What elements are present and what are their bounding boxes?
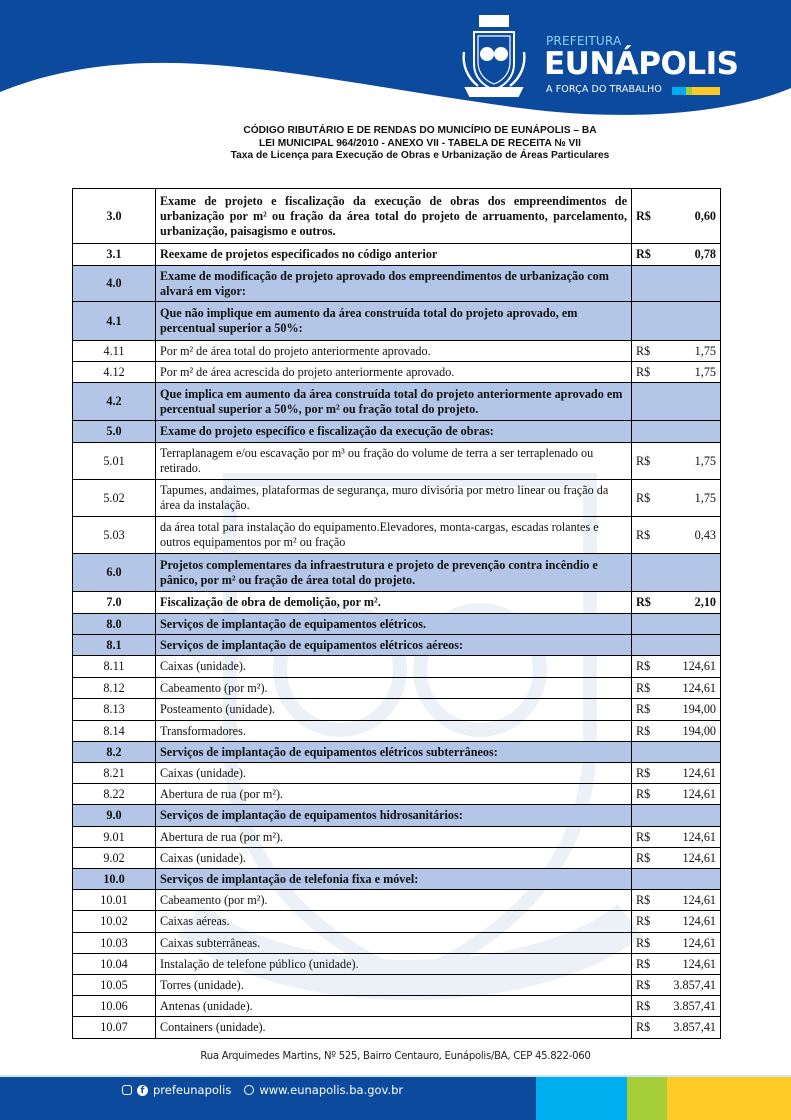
table-row — [73, 954, 721, 975]
fee-amount: 2,10 — [694, 595, 716, 609]
row-description: Caixas (unidade). — [156, 848, 632, 869]
row-description: Por m² de área total do projeto anteriormente aprovado. — [156, 341, 632, 362]
table-row — [73, 302, 721, 341]
table-row — [73, 421, 721, 443]
row-code: 9.01 — [73, 827, 156, 848]
row-value-cell — [632, 933, 721, 954]
row-value-cell — [632, 266, 721, 302]
fee-amount: 124,61 — [682, 786, 716, 801]
globe-icon — [244, 1085, 254, 1095]
fee-amount: 124,61 — [682, 914, 716, 928]
row-value-cell — [632, 480, 721, 517]
table-row — [73, 975, 721, 996]
row-value-cell — [632, 1017, 721, 1039]
currency-symbol: R$ — [636, 956, 651, 971]
row-value-cell — [632, 975, 721, 996]
table-row — [73, 341, 721, 362]
row-description: Fiscalização de obra de demolição, por m². — [156, 592, 632, 614]
row-code: 9.0 — [73, 805, 156, 827]
row-code: 8.22 — [73, 784, 156, 805]
row-description: Caixas aéreas. — [156, 911, 632, 933]
fee-amount: 124,61 — [682, 892, 716, 907]
currency-symbol: R$ — [636, 1020, 651, 1034]
fee-amount: 124,61 — [682, 659, 716, 673]
row-code: 3.1 — [73, 244, 156, 266]
table-row — [73, 517, 721, 554]
table-row — [73, 656, 721, 678]
fee-table — [72, 188, 721, 1039]
currency-symbol: R$ — [636, 659, 651, 673]
row-code: 10.07 — [73, 1017, 156, 1039]
table-row — [73, 266, 721, 302]
row-code: 7.0 — [73, 592, 156, 614]
footer-bar-green — [627, 1077, 667, 1120]
row-code: 8.14 — [73, 721, 156, 742]
row-code: 10.05 — [73, 975, 156, 996]
row-value-cell — [632, 614, 721, 635]
row-code: 10.04 — [73, 954, 156, 975]
currency-symbol: R$ — [636, 977, 651, 992]
row-value-cell — [632, 635, 721, 656]
footer-address: Rua Arquimedes Martins, Nº 525, Bairro Centauro, Eunápolis/BA, CEP 45.822-060 — [200, 1049, 591, 1062]
row-code: 4.2 — [73, 383, 156, 421]
city-crest-icon — [458, 12, 530, 100]
row-description: Abertura de rua (por m²). — [156, 827, 632, 848]
row-description: Que não implique em aumento da área construída total do projeto aprovado, em percentual superior a 50%: — [156, 302, 632, 341]
table-row — [73, 383, 721, 421]
row-code: 8.11 — [73, 656, 156, 678]
row-code: 8.12 — [73, 678, 156, 699]
brand-color-bar-yellow — [692, 87, 720, 95]
row-code: 5.02 — [73, 480, 156, 517]
row-description: Serviços de implantação de equipamentos elétricos subterrâneos: — [156, 742, 632, 763]
row-value-cell — [632, 827, 721, 848]
row-value-cell — [632, 869, 721, 890]
row-value-cell — [632, 721, 721, 742]
row-description: Projetos complementares da infraestrutura e projeto de prevenção contra incêndio e pânico, por m² ou fração de área total do projeto. — [156, 554, 632, 592]
currency-symbol: R$ — [636, 247, 651, 261]
fee-amount: 1,75 — [694, 490, 716, 505]
row-value-cell — [632, 678, 721, 699]
row-description: Caixas subterrâneas. — [156, 933, 632, 954]
table-row — [73, 848, 721, 869]
table-row — [73, 742, 721, 763]
row-code: 5.0 — [73, 421, 156, 443]
row-value-cell — [632, 911, 721, 933]
currency-symbol: R$ — [636, 723, 651, 738]
title-line-2: LEI MUNICIPAL 964/2010 - ANEXO VII - TABELA DE RECEITA № VII — [259, 137, 581, 149]
row-description: Cabeamento (por m²). — [156, 890, 632, 911]
table-row — [73, 784, 721, 805]
fee-amount: 3.857,41 — [673, 1020, 716, 1034]
row-value-cell — [632, 244, 721, 266]
prefeitura-logo — [458, 12, 739, 102]
row-description: da área total para instalação do equipamento.Elevadores, monta-cargas, escadas rolantes e outros equipamentos por m² ou fração — [156, 517, 632, 554]
row-value-cell — [632, 890, 721, 911]
currency-symbol: R$ — [636, 490, 651, 505]
row-description: Tapumes, andaimes, plataformas de segurança, muro divisória por metro linear ou fração da área da instalação. — [156, 480, 632, 517]
table-row — [73, 480, 721, 517]
currency-symbol: R$ — [636, 829, 651, 844]
row-code: 4.1 — [73, 302, 156, 341]
table-row — [73, 554, 721, 592]
currency-symbol: R$ — [636, 343, 651, 358]
instagram-icon[interactable] — [122, 1085, 132, 1095]
row-value-cell — [632, 592, 721, 614]
table-row — [73, 699, 721, 721]
row-description: Exame de modificação de projeto aprovado dos empreendimentos de urbanização com alvará em vigor: — [156, 266, 632, 302]
table-row — [73, 890, 721, 911]
row-description: Serviços de implantação de equipamentos elétricos aéreos: — [156, 635, 632, 656]
fee-amount: 0,78 — [694, 247, 716, 261]
row-code: 10.03 — [73, 933, 156, 954]
table-row — [73, 933, 721, 954]
table-row — [73, 189, 721, 244]
title-line-3: Taxa de Licença para Execução de Obras e Urbanização de Áreas Particulares — [230, 150, 610, 161]
currency-symbol: R$ — [636, 364, 651, 379]
row-code: 8.2 — [73, 742, 156, 763]
row-code: 5.03 — [73, 517, 156, 554]
social-handle-link[interactable]: prefeunapolis — [153, 1083, 232, 1097]
row-value-cell — [632, 517, 721, 554]
table-row — [73, 996, 721, 1017]
footer-bar-yellow — [667, 1077, 791, 1120]
currency-symbol: R$ — [636, 595, 651, 609]
currency-symbol: R$ — [636, 680, 651, 695]
row-value-cell — [632, 699, 721, 721]
currency-symbol: R$ — [636, 453, 651, 468]
currency-symbol: R$ — [636, 914, 651, 928]
row-description: Cabeamento (por m²). — [156, 678, 632, 699]
row-value-cell — [632, 954, 721, 975]
row-value-cell — [632, 742, 721, 763]
row-code: 5.01 — [73, 443, 156, 480]
currency-symbol: R$ — [636, 527, 651, 542]
row-description: Exame de projeto e fiscalização da execução de obras dos empreendimentos de urbanização por m² ou fração da área total do projeto de arruamento, parcelamento, urbanização, paisagismo e outros. — [156, 189, 632, 244]
row-code: 8.0 — [73, 614, 156, 635]
row-description: Transformadores. — [156, 721, 632, 742]
row-value-cell — [632, 763, 721, 784]
table-row — [73, 869, 721, 890]
row-description: Serviços de implantação de telefonia fixa e móvel: — [156, 869, 632, 890]
fee-amount: 124,61 — [682, 829, 716, 844]
fee-amount: 194,00 — [682, 702, 716, 716]
row-code: 8.13 — [73, 699, 156, 721]
currency-symbol: R$ — [636, 892, 651, 907]
row-value-cell — [632, 383, 721, 421]
row-code: 4.11 — [73, 341, 156, 362]
fee-amount: 194,00 — [682, 723, 716, 738]
fee-amount: 124,61 — [682, 850, 716, 865]
website-link[interactable]: www.eunapolis.ba.gov.br — [259, 1083, 404, 1097]
fee-amount: 1,75 — [694, 343, 716, 358]
fee-amount: 124,61 — [682, 956, 716, 971]
row-code: 4.12 — [73, 362, 156, 383]
table-row — [73, 827, 721, 848]
fee-amount: 0,60 — [694, 208, 716, 223]
row-description: Por m² de área acrescida do projeto anteriormente aprovado. — [156, 362, 632, 383]
row-value-cell — [632, 362, 721, 383]
brand-color-bar-blue — [672, 87, 686, 95]
table-row — [73, 443, 721, 480]
row-code: 6.0 — [73, 554, 156, 592]
row-code: 10.06 — [73, 996, 156, 1017]
fee-amount: 124,61 — [682, 935, 716, 950]
table-row — [73, 678, 721, 699]
row-value-cell — [632, 189, 721, 244]
row-code: 4.0 — [73, 266, 156, 302]
row-value-cell — [632, 554, 721, 592]
row-description: Antenas (unidade). — [156, 996, 632, 1017]
fee-amount: 0,43 — [694, 527, 716, 542]
row-value-cell — [632, 443, 721, 480]
row-description: Serviços de implantação de equipamentos hidrosanitários: — [156, 805, 632, 827]
row-description: Containers (unidade). — [156, 1017, 632, 1039]
table-row — [73, 362, 721, 383]
table-row — [73, 911, 721, 933]
footer-social-links — [122, 1083, 403, 1097]
currency-symbol: R$ — [636, 850, 651, 865]
table-row — [73, 805, 721, 827]
facebook-icon[interactable]: f — [137, 1085, 148, 1096]
table-row — [73, 614, 721, 635]
row-description: Exame do projeto específico e fiscalização da execução de obras: — [156, 421, 632, 443]
row-description: Reexame de projetos especificados no código anterior — [156, 244, 632, 266]
fee-amount: 124,61 — [682, 765, 716, 780]
fee-amount: 3.857,41 — [673, 998, 716, 1013]
row-value-cell — [632, 996, 721, 1017]
row-value-cell — [632, 421, 721, 443]
row-description: Que implica em aumento da área construída total do projeto anteriormente aprovado em percentual superior a 50%, por m² ou fração total do projeto. — [156, 383, 632, 421]
row-description: Abertura de rua (por m²). — [156, 784, 632, 805]
row-value-cell — [632, 656, 721, 678]
table-row — [73, 592, 721, 614]
row-description: Instalação de telefone público (unidade). — [156, 954, 632, 975]
row-description: Serviços de implantação de equipamentos elétricos. — [156, 614, 632, 635]
row-value-cell — [632, 302, 721, 341]
brand-slogan: A FORÇA DO TRABALHO — [546, 84, 662, 95]
fee-amount: 1,75 — [694, 364, 716, 379]
table-row — [73, 721, 721, 742]
fee-amount: 1,75 — [694, 453, 716, 468]
currency-symbol: R$ — [636, 998, 651, 1013]
row-code: 10.01 — [73, 890, 156, 911]
table-row — [73, 244, 721, 266]
row-description: Torres (unidade). — [156, 975, 632, 996]
row-description: Caixas (unidade). — [156, 763, 632, 784]
row-value-cell — [632, 848, 721, 869]
row-value-cell — [632, 784, 721, 805]
currency-symbol: R$ — [636, 702, 651, 716]
row-code: 10.0 — [73, 869, 156, 890]
row-code: 9.02 — [73, 848, 156, 869]
footer-bar-light-blue — [536, 1077, 627, 1120]
brand-name: EUNÁPOLIS — [544, 46, 739, 82]
title-line-1: CÓDIGO RIBUTÁRIO E DE RENDAS DO MUNICÍPIO DE EUNÁPOLIS – BA — [243, 125, 597, 136]
currency-symbol: R$ — [636, 935, 651, 950]
row-description: Caixas (unidade). — [156, 656, 632, 678]
fee-amount: 3.857,41 — [673, 977, 716, 992]
table-row — [73, 763, 721, 784]
row-value-cell — [632, 805, 721, 827]
table-row — [73, 1017, 721, 1039]
currency-symbol: R$ — [636, 786, 651, 801]
currency-symbol: R$ — [636, 765, 651, 780]
brand-prefix: PREFEITURA — [546, 34, 622, 48]
document-title — [200, 125, 640, 163]
table-row — [73, 635, 721, 656]
row-description: Terraplanagem e/ou escavação por m³ ou fração do volume de terra a ser terraplenado ou retirado. — [156, 443, 632, 480]
row-code: 8.21 — [73, 763, 156, 784]
row-description: Posteamento (unidade). — [156, 699, 632, 721]
row-code: 10.02 — [73, 911, 156, 933]
row-code: 8.1 — [73, 635, 156, 656]
currency-symbol: R$ — [636, 208, 651, 223]
row-value-cell — [632, 341, 721, 362]
fee-amount: 124,61 — [682, 680, 716, 695]
row-code: 3.0 — [73, 189, 156, 244]
